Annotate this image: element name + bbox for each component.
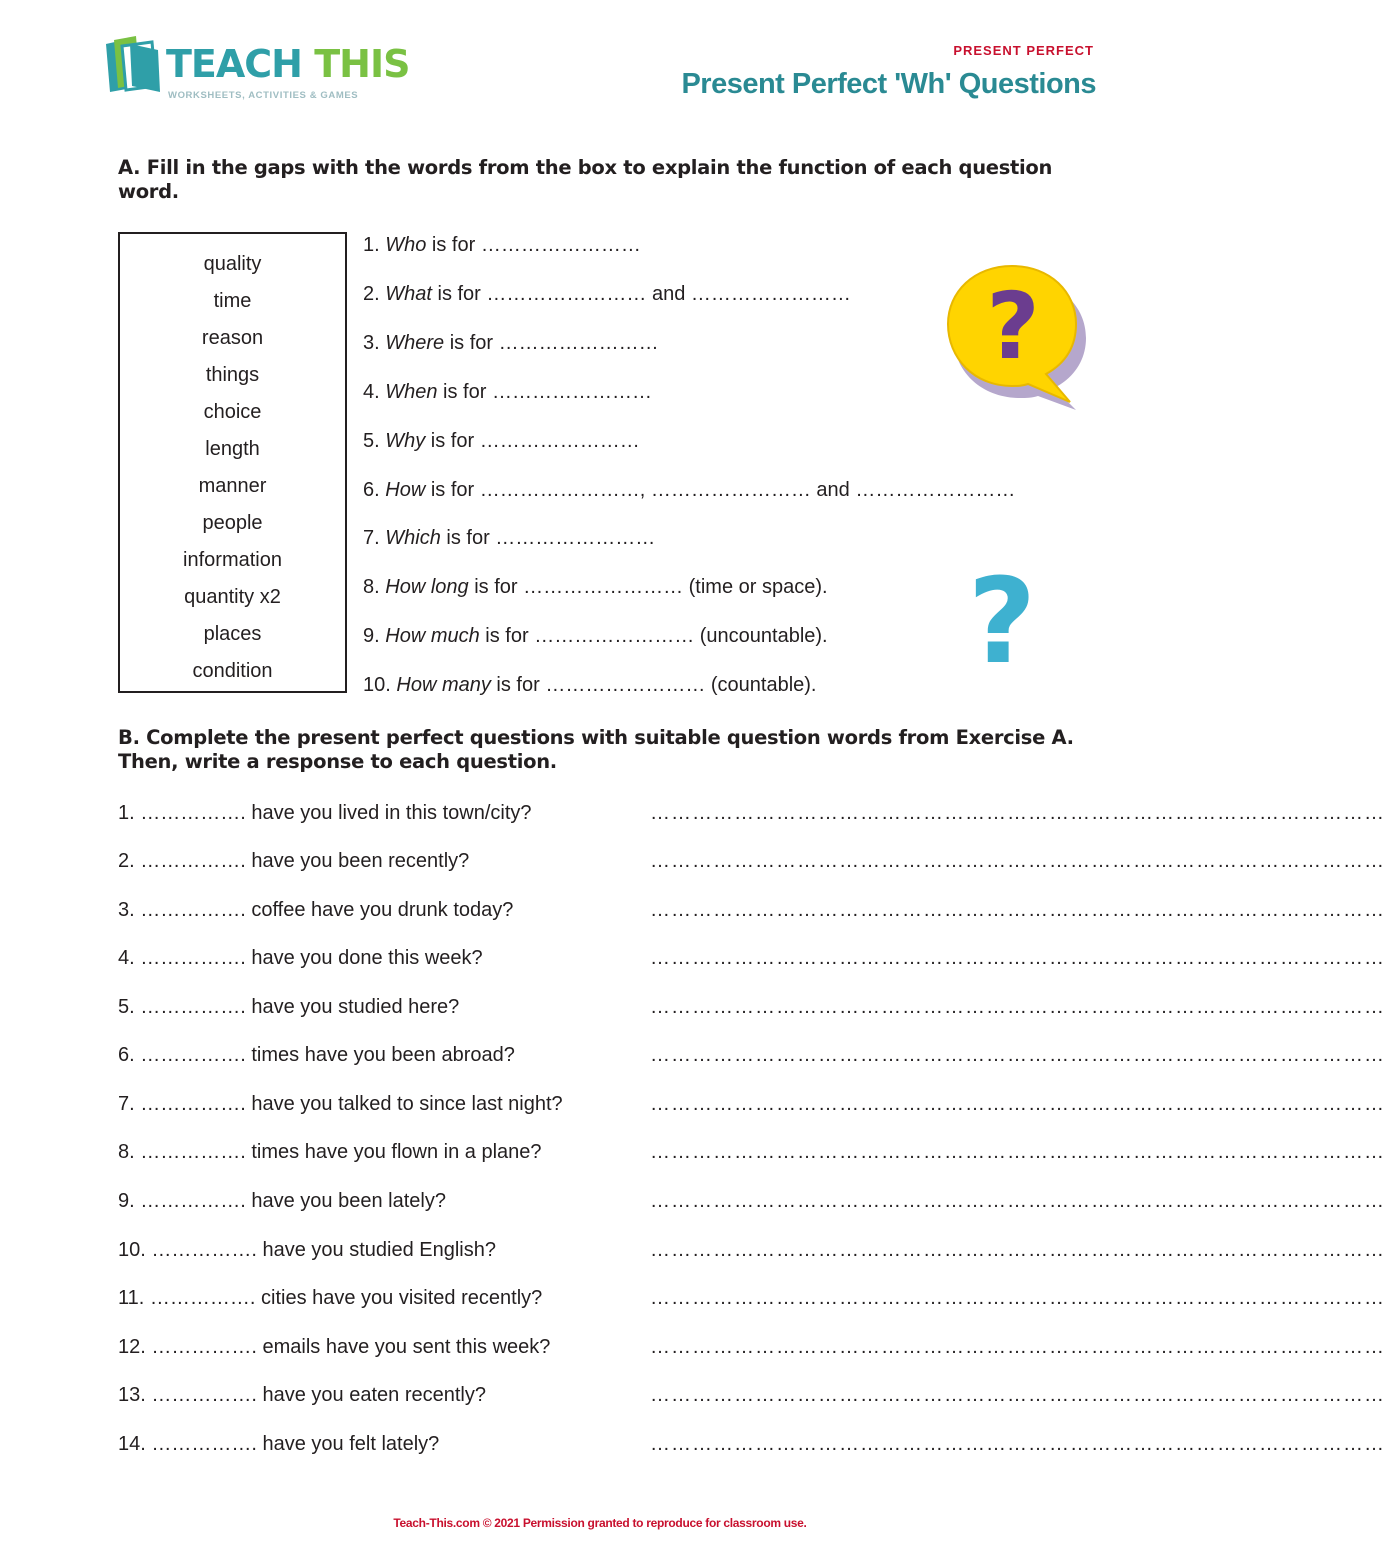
logo-wordmark: TEACH THIS <box>166 42 410 86</box>
word-box-item: quantity x2 <box>184 586 281 608</box>
exercise-b-row <box>118 994 1385 1020</box>
exercise-b-row <box>118 1042 1385 1068</box>
exercise-b-row <box>118 1139 1385 1165</box>
word-box-item: reason <box>201 327 264 349</box>
question-text: 8. ……………. times have you flown in a plane? <box>118 1141 542 1163</box>
exercise-a-item: 4. When is for …………………… <box>363 381 652 403</box>
exercise-b-row <box>118 1285 1385 1311</box>
question-text: 4. ……………. have you done this week? <box>118 947 483 969</box>
answer-line: …………………………………………………………………………………………… <box>650 1190 1385 1212</box>
word-box-item: choice <box>203 401 262 423</box>
answer-line: …………………………………………………………………………………………… <box>650 850 1385 872</box>
word-box-item: places <box>203 623 262 645</box>
word-box-item: quality <box>203 253 262 275</box>
question-text: 5. ……………. have you studied here? <box>118 996 460 1018</box>
footer-copyright: Teach-This.com © 2021 Permission granted to reproduce for classroom use. <box>393 1516 807 1530</box>
svg-text:?: ? <box>986 273 1040 380</box>
answer-line: …………………………………………………………………………………………… <box>650 947 1385 969</box>
section-b-instruction: B. Complete the present perfect questions with suitable question words from Exercise A. Then, write a response to each question. <box>118 726 1074 773</box>
exercise-a-item: 3. Where is for …………………… <box>363 332 659 354</box>
answer-line: …………………………………………………………………………………………… <box>650 802 1385 824</box>
answer-line: …………………………………………………………………………………………… <box>650 1044 1385 1066</box>
exercise-b-row <box>118 1431 1385 1457</box>
answer-line: …………………………………………………………………………………………… <box>650 996 1385 1018</box>
page-title: Present Perfect 'Wh' Questions <box>681 68 1096 100</box>
question-bubble-icon <box>942 260 1092 410</box>
word-box-item: condition <box>192 660 273 682</box>
exercise-a-item: 8. How long is for …………………… (time or space). <box>363 576 828 598</box>
exercise-a-item: 1. Who is for …………………… <box>363 234 641 256</box>
exercise-b-row <box>118 800 1385 826</box>
answer-line: …………………………………………………………………………………………… <box>650 1384 1385 1406</box>
answer-line: …………………………………………………………………………………………… <box>650 1336 1385 1358</box>
exercise-b-row <box>118 1334 1385 1360</box>
answer-line: …………………………………………………………………………………………… <box>650 1093 1385 1115</box>
answer-line: …………………………………………………………………………………………… <box>650 1287 1385 1309</box>
exercise-a-item: 5. Why is for …………………… <box>363 430 640 452</box>
question-mark-icon <box>962 552 1042 690</box>
word-box-item: time <box>213 290 252 312</box>
question-text: 3. ……………. coffee have you drunk today? <box>118 899 514 921</box>
exercise-b-row <box>118 1237 1385 1263</box>
exercise-a-item: 10. How many is for …………………… (countable). <box>363 674 817 696</box>
exercise-b-row <box>118 848 1385 874</box>
exercise-b-row <box>118 1382 1385 1408</box>
exercise-a-item: 6. How is for ……………………, …………………… and …………………… <box>363 479 1016 501</box>
question-text: 11. ……………. cities have you visited recently? <box>118 1287 543 1309</box>
question-text: 1. ……………. have you lived in this town/city? <box>118 802 532 824</box>
book-icon <box>100 36 164 96</box>
word-box <box>118 232 347 693</box>
exercise-a-item: 9. How much is for …………………… (uncountable). <box>363 625 828 647</box>
word-box-item: length <box>205 438 260 460</box>
question-text: 2. ……………. have you been recently? <box>118 850 470 872</box>
word-box-item: manner <box>198 475 267 497</box>
exercise-b-row <box>118 1188 1385 1214</box>
logo-tagline: WORKSHEETS, ACTIVITIES & GAMES <box>168 90 359 101</box>
topic-label: PRESENT PERFECT <box>953 43 1094 58</box>
answer-line: …………………………………………………………………………………………… <box>650 899 1385 921</box>
question-text: 10. ……………. have you studied English? <box>118 1239 496 1261</box>
exercise-b-row <box>118 945 1385 971</box>
word-box-item: things <box>205 364 260 386</box>
question-text: 7. ……………. have you talked to since last night? <box>118 1093 563 1115</box>
question-text: 14. ……………. have you felt lately? <box>118 1433 440 1455</box>
word-box-item: information <box>183 549 282 571</box>
teach-this-logo <box>100 36 410 108</box>
answer-line: …………………………………………………………………………………………… <box>650 1239 1385 1261</box>
exercise-a-item: 7. Which is for …………………… <box>363 527 656 549</box>
question-text: 9. ……………. have you been lately? <box>118 1190 446 1212</box>
answer-line: …………………………………………………………………………………………… <box>650 1433 1385 1455</box>
section-a-instruction: A. Fill in the gaps with the words from the box to explain the function of each question word. <box>118 156 1053 203</box>
exercise-b-row <box>118 1091 1385 1117</box>
question-text: 13. ……………. have you eaten recently? <box>118 1384 486 1406</box>
question-text: 12. ……………. emails have you sent this week? <box>118 1336 551 1358</box>
answer-line: …………………………………………………………………………………………… <box>650 1141 1385 1163</box>
exercise-b-row <box>118 897 1385 923</box>
svg-text:?: ? <box>967 552 1037 690</box>
word-box-item: people <box>202 512 263 534</box>
question-text: 6. ……………. times have you been abroad? <box>118 1044 515 1066</box>
exercise-a-item: 2. What is for …………………… and …………………… <box>363 283 851 305</box>
